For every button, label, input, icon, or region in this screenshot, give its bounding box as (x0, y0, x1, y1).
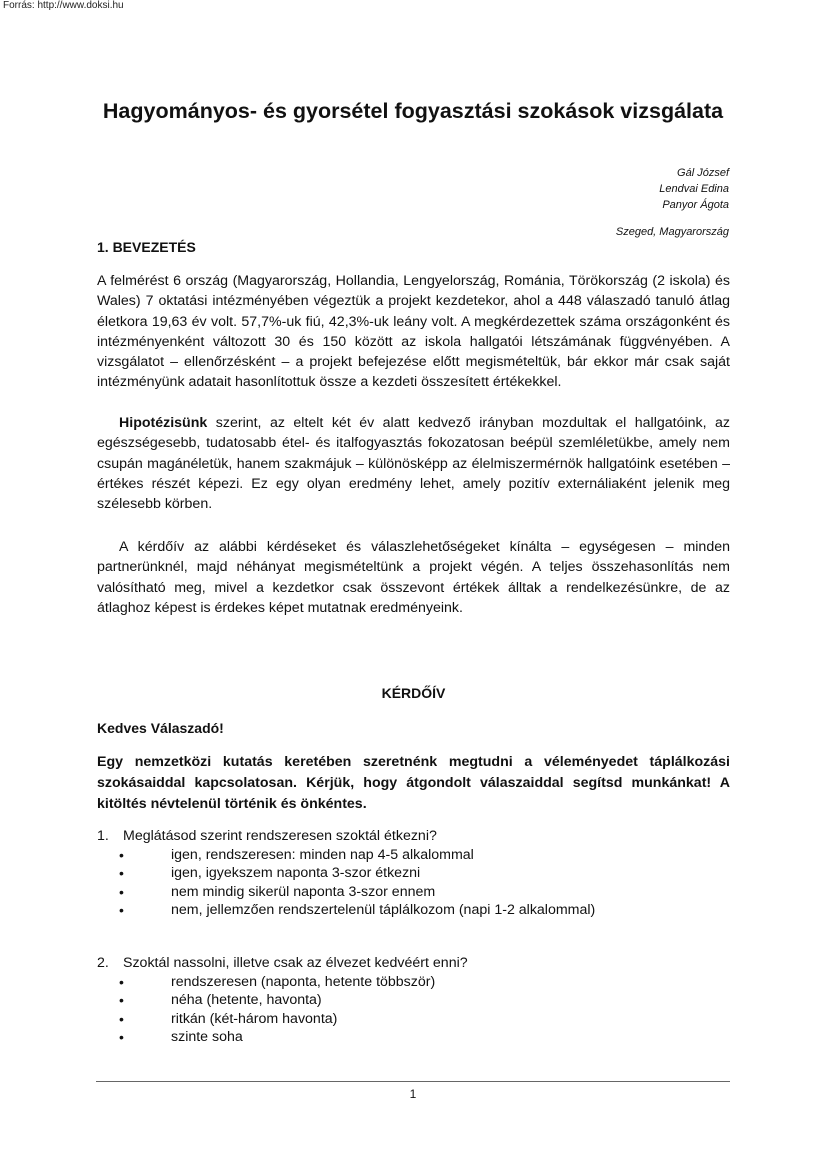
question-2 (97, 954, 730, 1047)
place: Szeged, Magyarország (615, 226, 729, 238)
questionnaire-heading: KÉRDŐÍV (381, 685, 446, 701)
answer-option: • szinte soha (97, 1028, 730, 1047)
bullet-icon: • (119, 883, 124, 900)
question-number: 1. (97, 828, 109, 844)
footer-divider (96, 1081, 730, 1082)
answer-option: • igen, rendszeresen: minden nap 4-5 alkalommal (97, 846, 730, 865)
bullet-icon: • (119, 846, 124, 863)
answer-option: • nem, jellemzően rendszertelenül táplálkozom (napi 1-2 alkalommal) (97, 901, 730, 920)
author-list (659, 165, 729, 213)
answer-option: • nem mindig sikerül naponta 3-szor ennem (97, 883, 730, 902)
page-number: 1 (409, 1087, 417, 1101)
bullet-icon: • (119, 1029, 124, 1046)
bullet-icon: • (119, 1010, 124, 1027)
question-number: 2. (97, 955, 109, 971)
greeting: Kedves Válaszadó! (97, 720, 224, 736)
paragraph-questionnaire-description: A kérdőív az alábbi kérdéseket és válaszlehetőségeket kínálta – egységesen – minden partnerünknél, majd néhányat megismételtünk a projekt végén. A teljes összehasonlítás nem valósítható meg, mivel a kezdetkor csak összevont értékek álltak a rendelkezésünkre, de az átlaghoz képest is érdekes képet mutatnak eredményeink. (97, 539, 730, 616)
bullet-icon: • (119, 865, 124, 882)
answer-options (97, 973, 730, 1047)
answer-option: • néha (hetente, havonta) (97, 991, 730, 1010)
answer-option: • igen, igyekszem naponta 3-szor étkezni (97, 864, 730, 883)
answer-option: • ritkán (két-három havonta) (97, 1010, 730, 1029)
questionnaire-intro: Egy nemzetközi kutatás keretében szeretnénk megtudni a véleményedet táplálkozási szokásaiddal kapcsolatosan. Kérjük, hogy átgondolt válaszaiddal segítsd munkánkat! A kitöltés névtelenül történik és önkéntes. (97, 754, 730, 812)
answer-options (97, 846, 730, 920)
paragraph-intro: A felmérést 6 ország (Magyarország, Hollandia, Lengyelország, Románia, Törökország (2 iskola) és Wales) 7 oktatási intézményében végeztük a projekt kezdetekor, ahol a 448 válaszadó tanuló átlag életkora 19,63 év volt. 57,7%-uk fiú, 42,3%-uk leány volt. A megkérdezettek száma országonként és intézményenként változott 30 és 150 között az iskola hallgatói létszámának függvényében. A vizsgálatot – ellenőrzésként – a projekt befejezése előtt megismételtük, bár ekkor már csak saját intézményünk adatait hasonlítottuk össze a kezdeti összesített értékekkel. (97, 273, 730, 391)
answer-option: • rendszeresen (naponta, hetente többször) (97, 973, 730, 992)
bullet-icon: • (119, 992, 124, 1009)
hypothesis-text: szerint, az eltelt két év alatt kedvező irányban mozdultak el hallgatóink, az egészségesebb, tudatosabb étel- és italfogyasztás fokozatosan beépül szemléletükbe, amely nem csupán magánéletük, hanem szakmájuk – különösképp az élelmiszermérnök hallgatóink esetében – értékes részét képezi. Ez egy olyan eredmény lehet, amely pozitív externáliaként jelenik meg szélesebb körben. (97, 415, 730, 513)
document-title: Hagyományos- és gyorsétel fogyasztási szokások vizsgálata (102, 99, 724, 123)
author-name: Panyor Ágota (662, 199, 729, 211)
source-line: Forrás: http://www.doksi.hu (3, 0, 124, 11)
author-name: Gál József (677, 167, 729, 179)
bullet-icon: • (119, 902, 124, 919)
question-text: Meglátásod szerint rendszeresen szoktál étkezni? (123, 828, 437, 844)
hypothesis-label: Hipotézisünk (119, 415, 208, 431)
author-name: Lendvai Edina (659, 183, 729, 195)
question-1 (97, 827, 730, 920)
bullet-icon: • (119, 973, 124, 990)
question-text: Szoktál nassolni, illetve csak az élvezet kedvéért enni? (123, 955, 468, 971)
paragraph-hypothesis (97, 413, 730, 514)
section-heading: 1. BEVEZETÉS (97, 239, 196, 255)
